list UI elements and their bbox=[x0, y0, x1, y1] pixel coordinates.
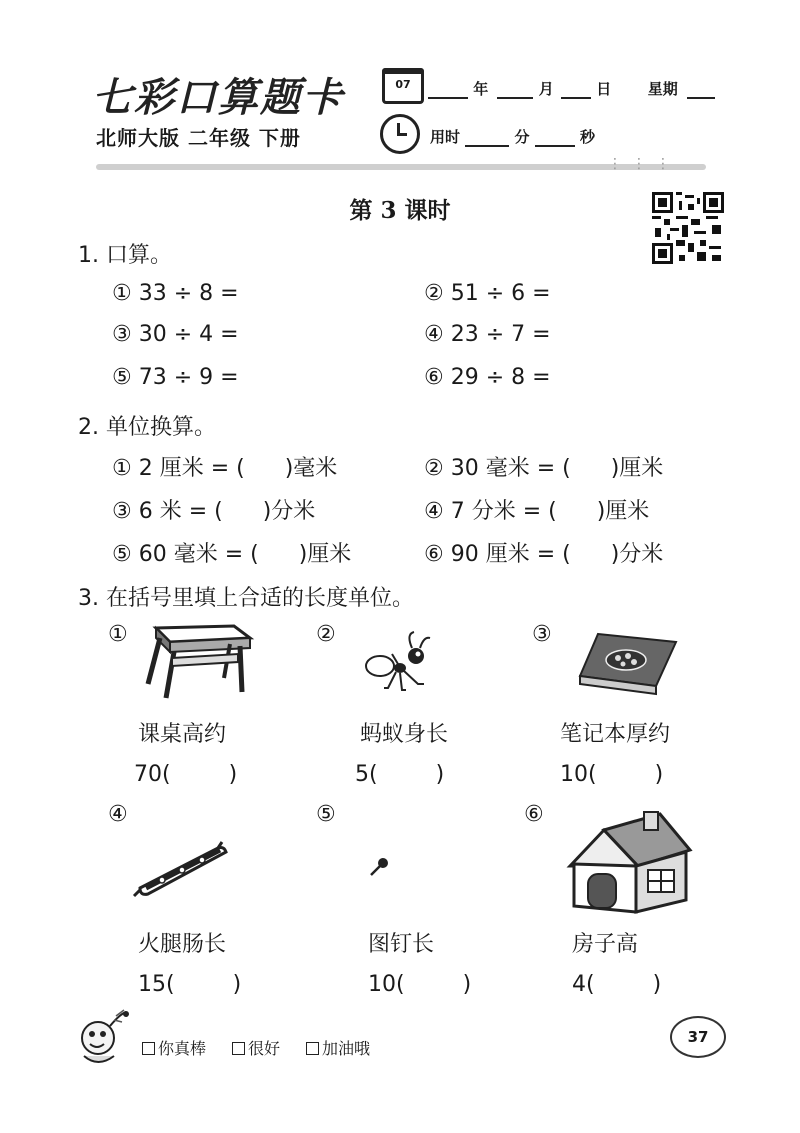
minutes-blank[interactable] bbox=[465, 131, 509, 147]
conversion-question: ② 30 毫米 = ( bbox=[424, 456, 571, 481]
conversion-unit: )厘米 bbox=[596, 499, 650, 524]
ant-picture bbox=[362, 630, 434, 696]
date-fields bbox=[428, 78, 715, 99]
item-caption: 蚂蚁身长 bbox=[360, 722, 449, 747]
conversion-item-3 bbox=[112, 494, 315, 525]
item-marker: ② bbox=[316, 622, 336, 647]
item-marker: ③ bbox=[532, 622, 552, 647]
calc-item-2: ② 51 ÷ 6 = bbox=[424, 281, 551, 306]
desk-picture bbox=[142, 622, 254, 702]
month-label: 月 bbox=[538, 80, 554, 98]
calc-item-1: ① 33 ÷ 8 = bbox=[112, 281, 239, 306]
item-answer: 10( ) bbox=[368, 972, 472, 997]
calc-item-5: ⑤ 73 ÷ 9 = bbox=[112, 365, 239, 390]
mascot-icon bbox=[70, 1008, 132, 1072]
time-used-label: 用时 bbox=[430, 128, 461, 146]
calendar-icon-text: 07 bbox=[395, 78, 411, 91]
item-caption: 火腿肠长 bbox=[138, 932, 227, 957]
calc-item-4: ④ 23 ÷ 7 = bbox=[424, 322, 551, 347]
checkbox-icon[interactable] bbox=[306, 1042, 319, 1055]
checkbox-icon[interactable] bbox=[232, 1042, 245, 1055]
item-answer: 4( ) bbox=[572, 972, 662, 997]
weekday-label: 星期 bbox=[647, 80, 678, 98]
item-answer: 5( ) bbox=[355, 762, 445, 787]
lesson-title: 第 3 课时 bbox=[349, 197, 451, 224]
brand-title: 七彩口算题卡 bbox=[92, 74, 344, 121]
conversion-question: ③ 6 米 = ( bbox=[112, 499, 223, 524]
house-picture bbox=[564, 808, 694, 914]
conversion-unit: )厘米 bbox=[298, 542, 352, 567]
notebook-picture bbox=[578, 628, 678, 698]
year-blank[interactable] bbox=[428, 83, 468, 99]
weekday-blank[interactable] bbox=[687, 83, 715, 99]
calendar-icon bbox=[382, 68, 424, 104]
item-caption: 笔记本厚约 bbox=[560, 722, 671, 747]
section3-heading: 3. 在括号里填上合适的长度单位。 bbox=[78, 586, 414, 611]
conversion-item-2 bbox=[424, 451, 663, 482]
conversion-item-4 bbox=[424, 494, 649, 525]
calc-item-6: ⑥ 29 ÷ 8 = bbox=[424, 365, 551, 390]
sausage-picture bbox=[132, 840, 232, 902]
conversion-unit: )分米 bbox=[610, 542, 664, 567]
qr-code[interactable] bbox=[652, 192, 724, 264]
conversion-item-1 bbox=[112, 451, 337, 482]
minute-label: 分 bbox=[514, 128, 530, 146]
calc-item-3: ③ 30 ÷ 4 = bbox=[112, 322, 239, 347]
month-blank[interactable] bbox=[497, 83, 533, 99]
conversion-question: ⑤ 60 毫米 = ( bbox=[112, 542, 259, 567]
conversion-unit: )毫米 bbox=[284, 456, 338, 481]
rating-option-good[interactable]: 很好 bbox=[232, 1036, 280, 1059]
page-number: 37 bbox=[670, 1016, 726, 1058]
section2-heading: 2. 单位换算。 bbox=[78, 415, 216, 440]
item-answer: 70( ) bbox=[134, 762, 238, 787]
checkbox-icon[interactable] bbox=[142, 1042, 155, 1055]
rating-option-keep-going[interactable]: 加油哦 bbox=[306, 1036, 370, 1059]
edition-label: 北师大版 二年级 下册 bbox=[96, 126, 301, 150]
second-label: 秒 bbox=[579, 128, 595, 146]
clock-icon bbox=[380, 114, 420, 154]
seconds-blank[interactable] bbox=[535, 131, 575, 147]
conversion-unit: )厘米 bbox=[610, 456, 664, 481]
item-marker: ⑥ bbox=[524, 802, 544, 827]
year-label: 年 bbox=[473, 80, 489, 98]
day-label: 日 bbox=[596, 80, 612, 98]
divider-dots: ⋮⋮⋮ bbox=[608, 156, 680, 172]
conversion-question: ① 2 厘米 = ( bbox=[112, 456, 245, 481]
item-caption: 房子高 bbox=[572, 932, 639, 957]
item-caption: 课桌高约 bbox=[138, 722, 227, 747]
conversion-question: ④ 7 分米 = ( bbox=[424, 499, 557, 524]
conversion-item-5 bbox=[112, 537, 351, 568]
conversion-item-6 bbox=[424, 537, 663, 568]
section1-heading: 1. 口算。 bbox=[78, 243, 172, 268]
time-fields bbox=[430, 126, 595, 147]
item-caption: 图钉长 bbox=[368, 932, 435, 957]
thumbtack-picture bbox=[368, 856, 390, 878]
conversion-unit: )分米 bbox=[262, 499, 316, 524]
item-marker: ⑤ bbox=[316, 802, 336, 827]
item-answer: 15( ) bbox=[138, 972, 242, 997]
item-answer: 10( ) bbox=[560, 762, 664, 787]
item-marker: ④ bbox=[108, 802, 128, 827]
rating-option-great[interactable]: 你真棒 bbox=[142, 1036, 206, 1059]
item-marker: ① bbox=[108, 622, 128, 647]
conversion-question: ⑥ 90 厘米 = ( bbox=[424, 542, 571, 567]
day-blank[interactable] bbox=[561, 83, 591, 99]
